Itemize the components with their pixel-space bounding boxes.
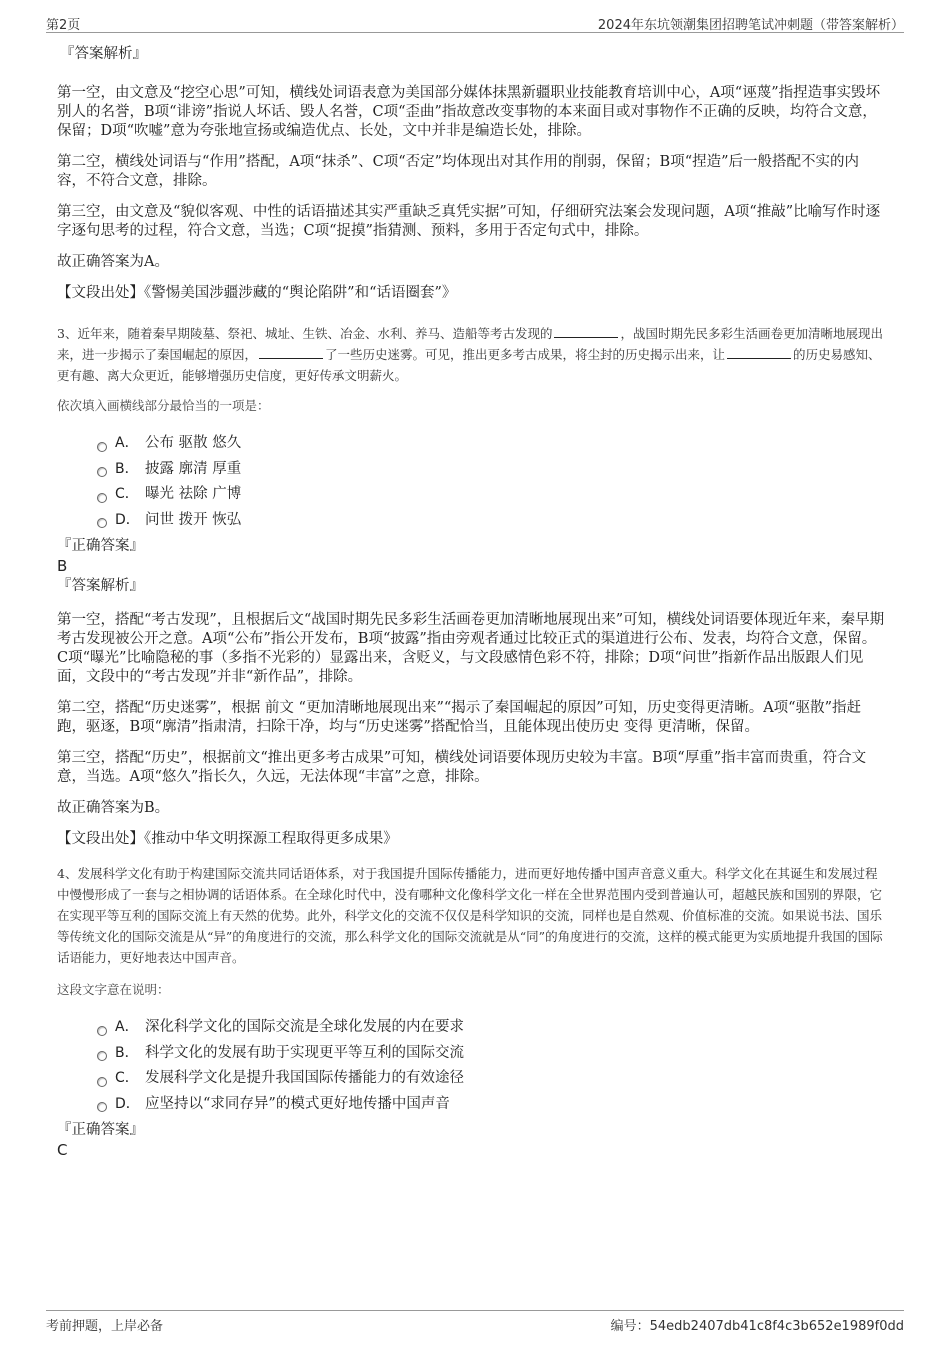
radio-button[interactable] — [97, 518, 107, 528]
fill-blank — [259, 346, 323, 359]
options-list — [57, 431, 886, 533]
correct-answer-line: 故正确答案为B。 — [57, 800, 170, 816]
page-number: 第2页 — [46, 18, 81, 33]
document-title: 2024年东坑领潮集团招聘笔试冲刺题（带答案解析） — [597, 18, 904, 33]
answer-analysis-heading: 『答案解析』 — [60, 46, 147, 62]
radio-button[interactable] — [97, 493, 107, 503]
page-footer — [46, 1310, 904, 1334]
question-stem: 3、近年来，随着秦早期陵墓、祭祀、城址、生铁、冶金、水利、养马、造船等考古发现的 ，战国时期先民多彩生活画卷更加清晰地展现出来，进一步揭示了秦国崛起的原因， 了一些历史迷雾。可见，推出更多考古成果，将尘封的历史揭示出来，让 的历史易感知、更有趣、离大众更近，能够增强历史信度，更好传承文明薪火。 — [57, 326, 883, 383]
option-a[interactable]: A． 公布 驱散 悠久 — [97, 431, 886, 457]
correct-answer-line: 故正确答案为A。 — [57, 254, 169, 270]
option-a[interactable]: A． 深化科学文化的国际交流是全球化发展的内在要求 — [97, 1015, 886, 1041]
radio-button[interactable] — [97, 1102, 107, 1112]
analysis-paragraph: 第一空，搭配“考古发现”，且根据后文“战国时期先民多彩生活画卷更加清晰地展现出来”可知，横线处词语要体现近年来，秦早期考古发现被公开之意。A项“公布”指公开发布，B项“披露”指由旁观者通过比较正式的渠道进行公布、发表，均符合文意，保留。C项“曝光”比喻隐秘的事（多指不光彩的）显露出来，含贬义，与文段感情色彩不符，排除；D项“问世”指新作品出版跟人们见面，文段中的“考古发现”并非“新作品”，排除。 — [57, 612, 885, 685]
analysis-paragraph: 第三空，由文意及“貌似客观、中性的话语描述其实严重缺乏真凭实据”可知，仔细研究法案会发现问题，A项“推敲”比喻写作时逐字逐句思考的过程，符合文意，当选；C项“捉摸”指猜测、预料，多用于否定句式中，排除。 — [57, 204, 881, 239]
options-list — [57, 1015, 886, 1117]
footer-slogan: 考前押题，上岸必备 — [46, 1319, 164, 1334]
correct-answer-heading: 『正确答案』 — [57, 538, 144, 554]
radio-button[interactable] — [97, 1051, 107, 1061]
option-c[interactable]: C． 曝光 祛除 广博 — [97, 482, 886, 508]
analysis-paragraph: 第三空，搭配“历史”，根据前文“推出更多考古成果”可知，横线处词语要体现历史较为丰富。B项“厚重”指丰富而贵重，符合文意，当选。A项“悠久”指长久，久远，无法体现“丰富”之意，排除。 — [57, 750, 867, 785]
analysis-paragraph: 第二空，横线处词语与“作用”搭配，A项“抹杀”、C项“否定”均体现出对其作用的削弱，保留；B项“捏造”后一般搭配不实的内容，不符合文意，排除。 — [57, 154, 860, 189]
analysis-paragraph: 第二空，搭配“历史迷雾”，根据 前文 “更加清晰地展现出来”“揭示了秦国崛起的原因”可知，历史变得更清晰。A项“驱散”指赶跑，驱逐，B项“廓清”指肃清，扫除干净，均与“历史迷雾”搭配恰当，且能体现出使历史 变得 更清晰，保留。 — [57, 700, 861, 735]
correct-answer-value: C — [57, 1141, 68, 1159]
answer-analysis-heading: 『答案解析』 — [57, 578, 144, 594]
analysis-paragraph: 第一空，由文意及“挖空心思”可知，横线处词语表意为美国部分媒体抹黑新疆职业技能教育培训中心，A项“诬蔑”指捏造事实毁坏别人的名誉，B项“诽谤”指说人坏话、毁人名誉，C项“歪曲”指故意改变事物的本来面目或对事物作不正确的反映，均符合文意，保留；D项“吹嘘”意为夸张地宣扬或编造优点、长处，文中并非是编造长处，排除。 — [57, 85, 881, 139]
option-b[interactable]: B． 科学文化的发展有助于实现更平等互利的国际交流 — [97, 1041, 886, 1067]
radio-button[interactable] — [97, 467, 107, 477]
radio-button[interactable] — [97, 442, 107, 452]
fill-blank — [727, 346, 791, 359]
radio-button[interactable] — [97, 1077, 107, 1087]
source-line: 【文段出处】《推动中华文明探源工程取得更多成果》 — [57, 831, 398, 847]
fill-blank — [554, 325, 618, 338]
option-b[interactable]: B． 披露 廓清 厚重 — [97, 457, 886, 483]
option-d[interactable]: D． 应坚持以“求同存异”的模式更好地传播中国声音 — [97, 1092, 886, 1118]
page-header — [46, 14, 904, 33]
correct-answer-value: B — [57, 557, 68, 575]
question-prompt: 依次填入画横线部分最恰当的一项是： — [57, 398, 270, 413]
option-d[interactable]: D． 问世 拨开 恢弘 — [97, 508, 886, 534]
source-line: 【文段出处】《警惕美国涉疆涉藏的“舆论陷阱”和“话语圈套”》 — [57, 285, 457, 301]
correct-answer-heading: 『正确答案』 — [57, 1122, 144, 1138]
document-code: 编号：54edb2407db41c8f4c3b652e1989f0dd — [610, 1319, 904, 1334]
radio-button[interactable] — [97, 1026, 107, 1036]
question-stem: 4、发展科学文化有助于构建国际交流共同话语体系，对于我国提升国际传播能力，进而更好地传播中国声音意义重大。科学文化在其诞生和发展过程中慢慢形成了一套与之相协调的话语体系。在全球化时代中，没有哪种文化像科学文化一样在全世界范围内受到普遍认可，超越民族和国别的界限，它在实现平等互利的国际交流上有天然的优势。此外，科学文化的交流不仅仅是科学知识的交流，同样也是自然观、价值标准的交流。如果说书法、国乐等传统文化的国际交流是从“异”的角度进行的交流，那么科学文化的国际交流就是从“同”的角度进行的交流，这样的模式能更为实质地提升我国的国际话语能力，更好地表达中国声音。 — [57, 866, 883, 965]
option-c[interactable]: C． 发展科学文化是提升我国国际传播能力的有效途径 — [97, 1066, 886, 1092]
page-content — [57, 44, 886, 1160]
question-prompt: 这段文字意在说明： — [57, 982, 170, 997]
